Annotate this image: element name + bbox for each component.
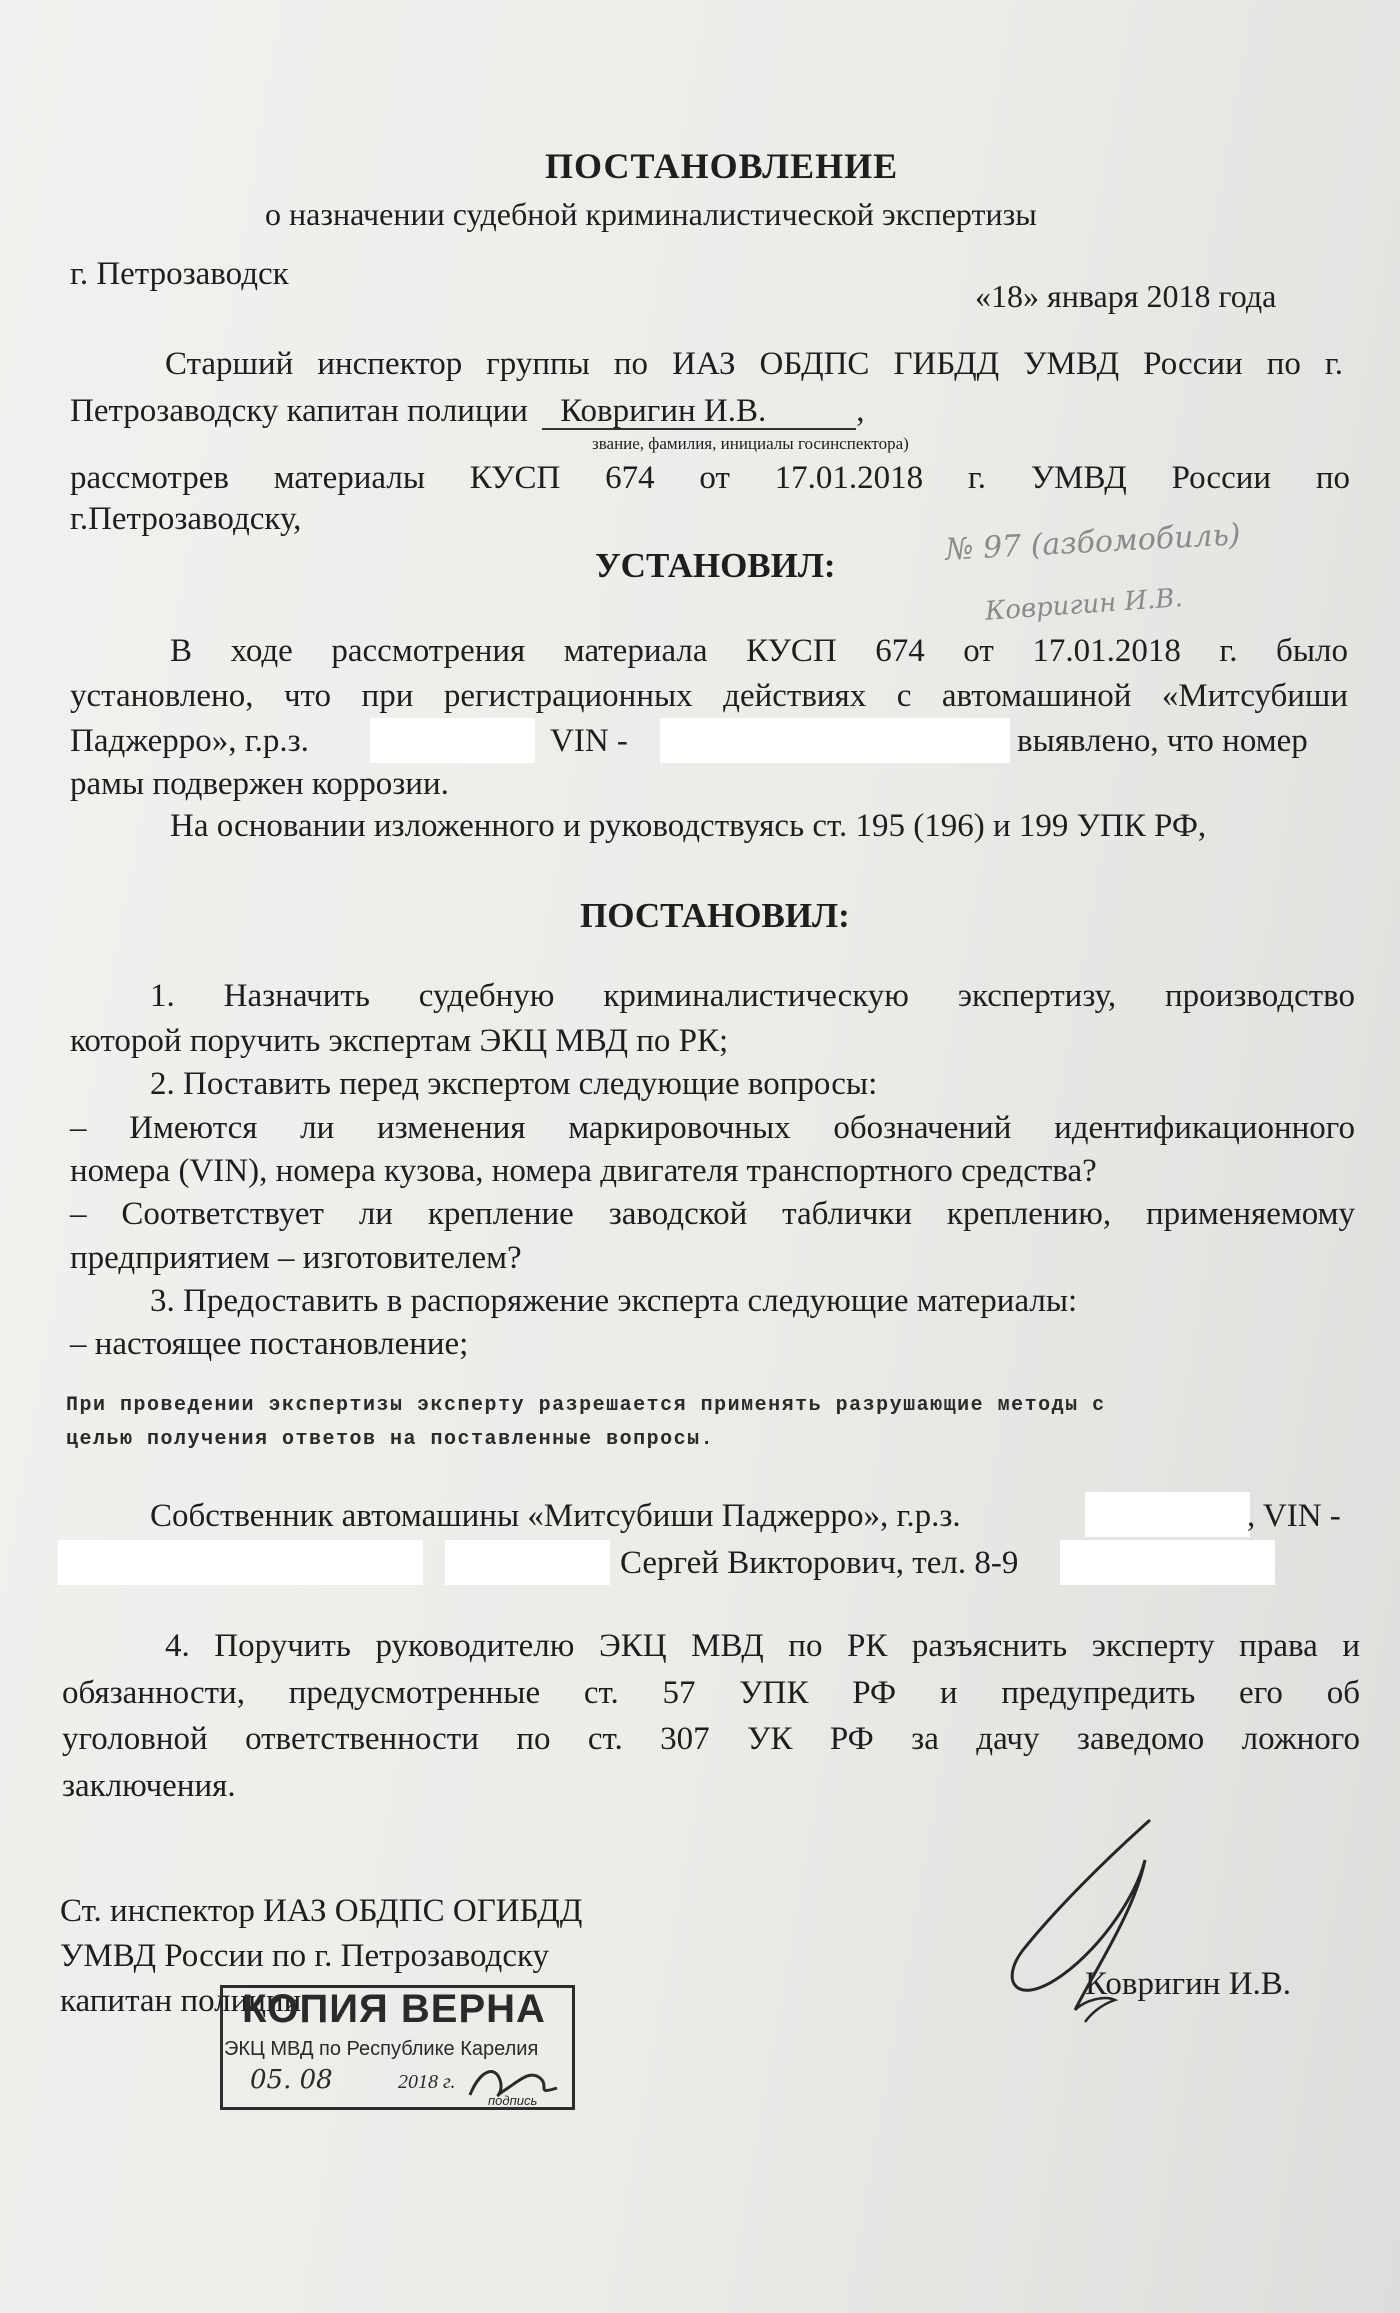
- item-4-line-2-text: обязанности, предусмотренные ст. 57 УПК РФ и предупредить его об: [62, 1675, 1360, 1711]
- item-4-line-4: заключения.: [62, 1768, 236, 1804]
- stamp-org: ЭКЦ МВД по Республике Карелия: [224, 2038, 539, 2060]
- item-1-line-1: [150, 980, 1355, 1013]
- intro-line-4: г.Петрозаводску,: [70, 501, 302, 537]
- owner-line-1-b: , VIN -: [1247, 1498, 1341, 1534]
- stamp-title: КОПИЯ ВЕРНА: [242, 1987, 546, 2031]
- stamp-date: 05. 08: [250, 2065, 333, 2095]
- question-2-line-1-text: – Соответствует ли крепление заводской таблички креплению, применяемому: [70, 1196, 1355, 1232]
- document-subtitle: о назначении судебной криминалистической экспертизы: [265, 196, 1037, 232]
- question-1-line-2: номера (VIN), номера кузова, номера двигателя транспортного средства?: [70, 1153, 1097, 1189]
- owner-line-2: Сергей Викторович, тел. 8-9: [620, 1545, 1019, 1581]
- question-2-line-1: [70, 1198, 1355, 1231]
- redaction-owner-surname: [445, 1540, 610, 1585]
- question-1-line-1-text: – Имеются ли изменения маркировочных обозначений идентификационного: [70, 1110, 1355, 1146]
- city: г. Петрозаводск: [70, 256, 289, 292]
- signature-position-1: Ст. инспектор ИАЗ ОБДПС ОГИБДД: [60, 1893, 583, 1929]
- stamp-year: 2018 г.: [398, 2071, 456, 2093]
- heading-decided: ПОСТАНОВИЛ:: [580, 896, 850, 935]
- established-line-1: [170, 635, 1348, 668]
- heading-established: УСТАНОВИЛ:: [595, 546, 836, 585]
- redaction-vin-1: [660, 718, 1010, 763]
- item-2: 2. Поставить перед экспертом следующие вопросы:: [150, 1066, 878, 1102]
- redaction-vin-2: [58, 1540, 423, 1585]
- established-line-3c: выявлено, что номер: [1017, 723, 1308, 759]
- intro-line-3-text: рассмотрев материалы КУСП 674 от 17.01.2018 г. УМВД России по: [70, 460, 1350, 496]
- typed-note-line-1: При проведении экспертизы эксперту разрешается применять разрушающие методы с: [66, 1394, 1106, 1417]
- handwritten-note-2: Ковригин И.В.: [984, 583, 1184, 627]
- signer-name: Ковригин И.В.: [1085, 1966, 1292, 2002]
- redaction-phone: [1060, 1540, 1275, 1585]
- handwritten-signature: [985, 1800, 1245, 2020]
- typed-note-line-2: целью получения ответов на поставленные вопросы.: [66, 1428, 715, 1451]
- established-line-2-text: установлено, что при регистрационных действиях с автомашиной «Митсубиши: [70, 678, 1348, 714]
- item-1-line-1-text: 1. Назначить судебную криминалистическую экспертизу, производство: [150, 978, 1355, 1014]
- question-2-line-2: предприятием – изготовителем?: [70, 1240, 522, 1276]
- item-4-line-3-text: уголовной ответственности по ст. 307 УК РФ за дачу заведомо ложного: [62, 1721, 1360, 1757]
- redaction-plate-1: [370, 718, 535, 763]
- item-4-line-1: [165, 1630, 1360, 1663]
- intro-line-2: [70, 395, 865, 430]
- inspector-caption: звание, фамилия, инициалы госинспектора): [592, 434, 909, 453]
- item-4-line-3: [62, 1723, 1360, 1756]
- established-line-4: рамы подвержен коррозии.: [70, 766, 449, 802]
- document-date: «18» января 2018 года: [975, 278, 1277, 314]
- intro-line-3: [70, 462, 1350, 495]
- established-line-3b: VIN -: [550, 723, 628, 759]
- certification-stamp: [220, 1985, 580, 2115]
- intro-line-2-prefix: Петрозаводску капитан полиции: [70, 393, 528, 429]
- signature-position-2: УМВД России по г. Петрозаводску: [60, 1938, 550, 1974]
- item-3: 3. Предоставить в распоряжение эксперта следующие материалы:: [150, 1283, 1078, 1319]
- established-line-2: [70, 680, 1348, 713]
- established-line-1-text: В ходе рассмотрения материала КУСП 674 от 17.01.2018 г. было: [170, 633, 1348, 669]
- intro-line-2-suffix: ,: [856, 393, 865, 429]
- inspector-name: Ковригин И.В.: [542, 395, 856, 430]
- stamp-caption: подпись: [488, 2093, 538, 2108]
- item-1-line-2: которой поручить экспертам ЭКЦ МВД по РК;: [70, 1023, 729, 1059]
- handwritten-note-1: № 97 (азбомобиль): [944, 517, 1242, 568]
- material-1: – настоящее постановление;: [70, 1326, 469, 1362]
- owner-line-1-a: Собственник автомашины «Митсубиши Паджерро», г.р.з.: [150, 1498, 961, 1534]
- intro-line-1: [165, 348, 1343, 381]
- item-4-line-1-text: 4. Поручить руководителю ЭКЦ МВД по РК разъяснить эксперту права и: [165, 1628, 1360, 1664]
- question-1-line-1: [70, 1112, 1355, 1145]
- established-line-5: На основании изложенного и руководствуясь ст. 195 (196) и 199 УПК РФ,: [170, 808, 1207, 844]
- redaction-plate-2: [1085, 1492, 1250, 1537]
- established-line-3a: Паджерро», г.р.з.: [70, 723, 309, 759]
- item-4-line-2: [62, 1677, 1360, 1710]
- signature-position-3: капитан полиции: [60, 1983, 302, 2019]
- intro-line-1-text: Старший инспектор группы по ИАЗ ОБДПС ГИБДД УМВД России по г.: [165, 346, 1343, 382]
- document-title: ПОСТАНОВЛЕНИЕ: [545, 146, 899, 186]
